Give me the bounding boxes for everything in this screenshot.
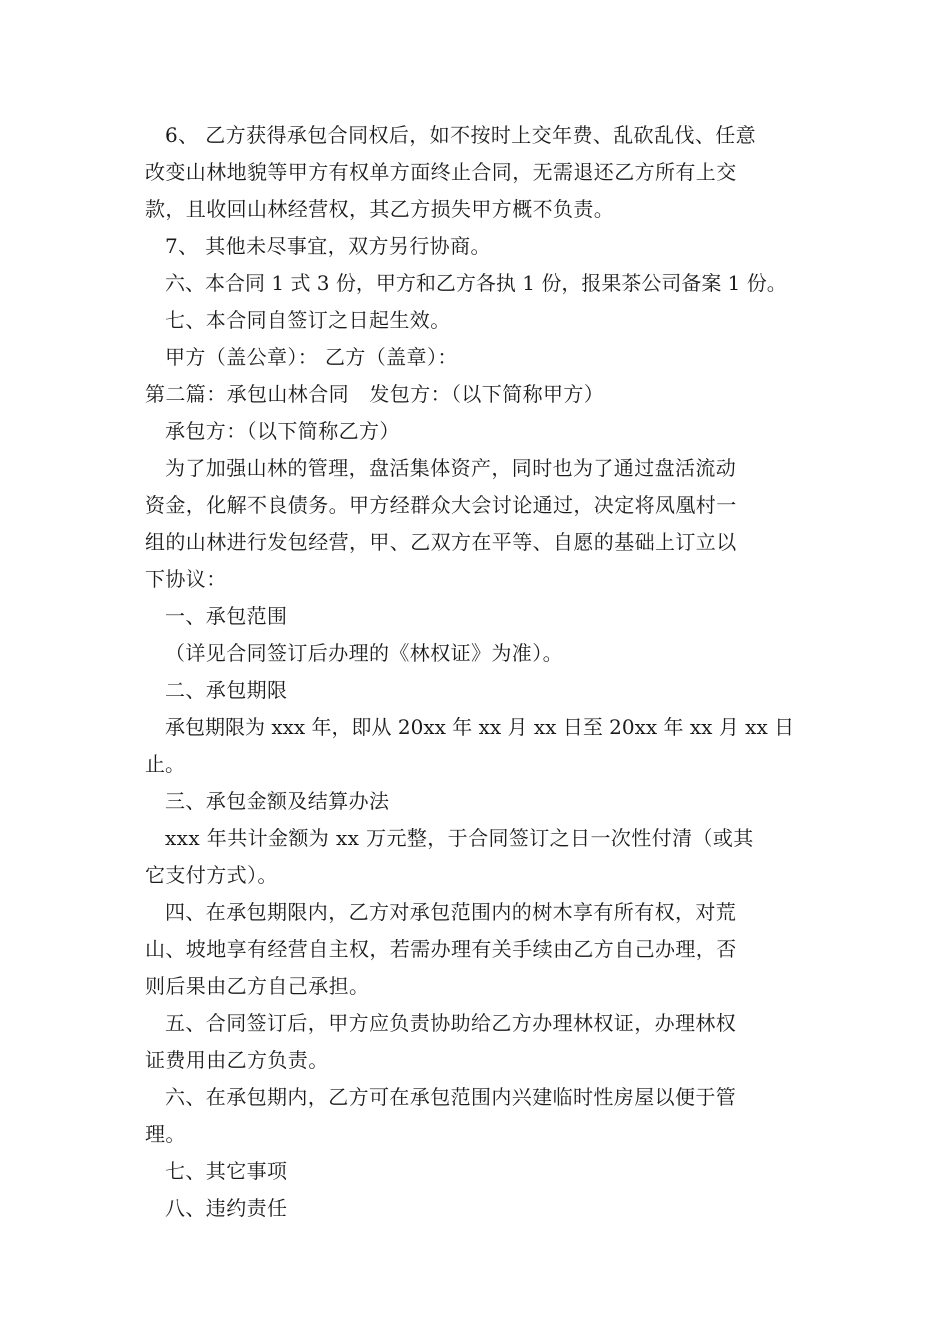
text-line: （详见合同签订后办理的《林权证》为准）。 [165,641,563,665]
text-line: 四、在承包期限内，乙方对承包范围内的树木享有所有权，对荒 [165,900,737,924]
clause-heading: 二、承包期限 [165,678,288,702]
text-line: 下协议： [145,567,227,591]
clause-heading: 七、其它事项 [165,1159,288,1183]
text-line: 承包方：（以下简称乙方） [165,419,400,443]
text-line: 组的山林进行发包经营，甲、乙双方在平等、自愿的基础上订立以 [145,530,737,554]
text-line: 甲方（盖公章）： 乙方（盖章）： [165,345,458,369]
text-line: 改变山林地貌等甲方有权单方面终止合同，无需退还乙方所有上交 [145,160,737,184]
text-line: xxx 年共计金额为 xx 万元整，于合同签订之日一次性付清（或其 [165,826,754,850]
clause-heading: 三、承包金额及结算办法 [165,789,390,813]
text-line: 6、 乙方获得承包合同权后，如不按时上交年费、乱砍乱伐、任意 [165,123,757,147]
text-line: 证费用由乙方负责。 [145,1048,329,1072]
text-line: 款，且收回山林经营权，其乙方损失甲方概不负责。 [145,197,615,221]
clause-heading: 一、承包范围 [165,604,288,628]
text-line: 七、本合同自签订之日起生效。 [165,308,451,332]
text-line: 五、合同签订后，甲方应负责协助给乙方办理林权证，办理林权 [165,1011,737,1035]
text-line: 它支付方式）。 [145,863,278,887]
text-line: 为了加强山林的管理，盘活集体资产，同时也为了通过盘活流动 [165,456,737,480]
clause-heading: 八、违约责任 [165,1196,288,1220]
document-page [145,117,825,1227]
text-line: 则后果由乙方自己承担。 [145,974,370,998]
text-line: 理。 [145,1122,186,1146]
text-line: 资金，化解不良债务。甲方经群众大会讨论通过，决定将凤凰村一 [145,493,737,517]
text-line: 7、 其他未尽事宜，双方另行协商。 [165,234,491,258]
text-line: 六、在承包期内，乙方可在承包范围内兴建临时性房屋以便于管 [165,1085,737,1109]
text-line: 山、坡地享有经营自主权，若需办理有关手续由乙方自己办理，否 [145,937,737,961]
text-line: 承包期限为 xxx 年，即从 20xx 年 xx 月 xx 日至 20xx 年 xx 月 xx 日止。 [145,715,795,776]
section-heading: 第二篇：承包山林合同 发包方：（以下简称甲方） [145,382,605,406]
text-line: 六、本合同 1 式 3 份，甲方和乙方各执 1 份，报果茶公司备案 1 份。 [165,271,787,295]
